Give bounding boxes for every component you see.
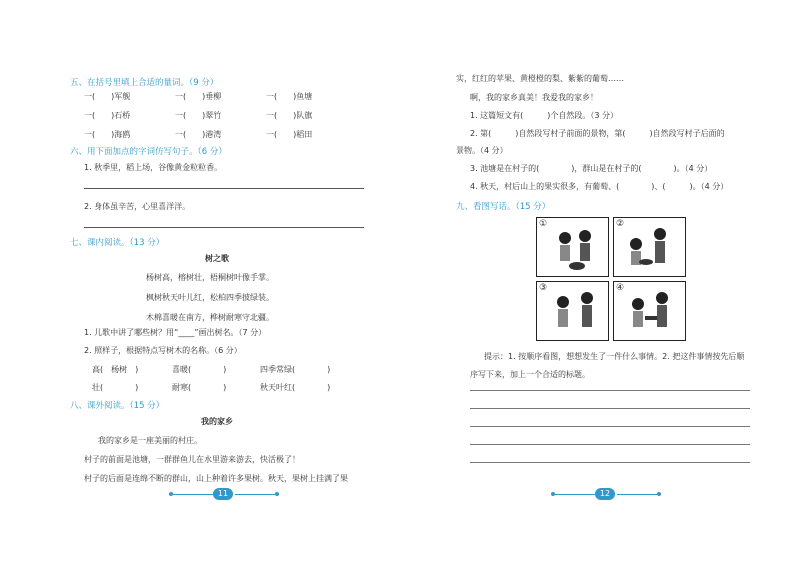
ornament-dot [657, 492, 661, 496]
page-number: 11 [213, 488, 233, 500]
panel-2 [613, 217, 686, 277]
reading-question-cont: 景物。（4 分） [456, 146, 508, 155]
children-illustration-icon [537, 218, 608, 276]
section-5-title: 五、在括号里填上合适的量词。（9 分） [70, 78, 219, 88]
ornament-wing [235, 494, 275, 495]
fill-cell[interactable]: 秋天叶红( ) [260, 383, 331, 392]
grid-row [84, 87, 357, 106]
reading-question: 4. 秋天，村后山上的果实很多，有葡萄、( )、( )。（4 分） [470, 182, 729, 191]
poem-line: 木棉喜暖在南方，桦树耐寒守北疆。 [146, 313, 274, 322]
fill-cell[interactable]: 壮( ) [92, 383, 139, 392]
page-number-ornament [169, 488, 279, 502]
measure-word-grid [84, 87, 357, 144]
children-illustration-icon [614, 282, 685, 340]
ornament-wing [617, 494, 657, 495]
picture-story-panels [536, 217, 686, 339]
grid-row [84, 125, 357, 144]
page-number: 12 [595, 488, 615, 500]
reading-question: 2. 第( )自然段写村子前面的景物，第( )自然段写村子后面的 [470, 129, 725, 138]
ornament-dot [275, 492, 279, 496]
ornament-wing [173, 494, 213, 495]
writing-line[interactable] [470, 444, 750, 445]
panel-1 [536, 217, 609, 277]
reading-question: 3. 池塘是在村子的( )，群山是在村子的( )。（4 分） [470, 164, 713, 173]
grid-row [84, 106, 357, 125]
essay-paragraph: 村子的后面是连绵不断的群山，山上种着许多果树。秋天，果树上挂满了果 [84, 474, 348, 483]
panel-4 [613, 281, 686, 341]
grid-cell[interactable]: 一( )垂柳 [175, 92, 222, 101]
section-6-title: 六、用下面加点的字词仿写句子。（6 分） [70, 147, 227, 157]
grid-cell[interactable]: 一( )海鸥 [84, 130, 131, 139]
ornament-wing [555, 494, 595, 495]
grid-cell[interactable]: 一( )翠竹 [175, 111, 222, 120]
children-illustration-icon [614, 218, 685, 276]
grid-cell[interactable]: 一( )港湾 [175, 130, 222, 139]
section-8-title: 八、课外阅读。（15 分） [70, 401, 165, 411]
children-illustration-icon [537, 282, 608, 340]
reading-question: 1. 这篇短文有( )个自然段。（3 分） [470, 111, 619, 120]
reading-q1: 1. 儿歌中讲了哪些树？用“____”画出树名。（7 分） [84, 328, 267, 337]
page-number-ornament [551, 488, 661, 502]
answer-line[interactable] [84, 227, 364, 228]
answer-line[interactable] [84, 188, 364, 189]
poem-title: 树之歌 [205, 254, 229, 263]
grid-cell[interactable]: 一( )鱼塘 [266, 92, 313, 101]
fill-cell[interactable]: 耐寒( ) [172, 383, 227, 392]
poem-line: 杨树高，榕树壮，梧桐树叶像手掌。 [146, 273, 274, 282]
poem-line: 枫树秋天叶儿红，松柏四季披绿装。 [146, 293, 274, 302]
panel-3 [536, 281, 609, 341]
panel-number: ① [539, 219, 548, 229]
hint-text: 序写下来，加上一个合适的标题。 [470, 370, 590, 379]
writing-line[interactable] [470, 408, 750, 409]
panel-number: ② [616, 219, 625, 229]
writing-line[interactable] [470, 426, 750, 427]
panel-number: ④ [616, 283, 625, 293]
grid-cell[interactable]: 一( )稻田 [266, 130, 313, 139]
writing-line[interactable] [470, 390, 750, 391]
writing-line[interactable] [470, 462, 750, 463]
section-7-title: 七、课内阅读。（13 分） [70, 238, 165, 248]
essay-paragraph: 村子的前面是池塘，一群群鱼儿在水里游来游去，快活极了！ [84, 455, 300, 464]
essay-continuation: 啊，我的家乡真美！我爱我的家乡！ [470, 93, 598, 102]
panel-number: ③ [539, 283, 548, 293]
fill-cell[interactable]: 喜暖( ) [172, 365, 227, 374]
fill-cell[interactable]: 四季常绿( ) [260, 365, 331, 374]
essay-continuation: 实，红红的苹果、黄橙橙的梨、紫紫的葡萄…… [456, 74, 624, 83]
section-9-title: 九、看图写话。（15 分） [456, 202, 551, 212]
grid-cell[interactable]: 一( )队旗 [266, 111, 313, 120]
hint-text: 提示：1. 按顺序看图，想想发生了一件什么事情。2. 把这件事情按先后顺 [484, 352, 745, 361]
fill-cell[interactable]: 高( 杨树 ) [92, 365, 139, 374]
sentence-q1: 1. 秋季里，稻上场，谷像黄金粒粒香。 [84, 163, 223, 172]
sentence-q2: 2. 身体虽辛苦，心里喜洋洋。 [84, 202, 191, 211]
essay-paragraph: 我的家乡是一座美丽的村庄。 [98, 436, 202, 445]
grid-cell[interactable]: 一( )军舰 [84, 92, 131, 101]
grid-cell[interactable]: 一( )石桥 [84, 111, 131, 120]
essay-title: 我的家乡 [201, 417, 233, 426]
reading-q2: 2. 照样子，根据特点写树木的名称。（6 分） [84, 346, 242, 355]
